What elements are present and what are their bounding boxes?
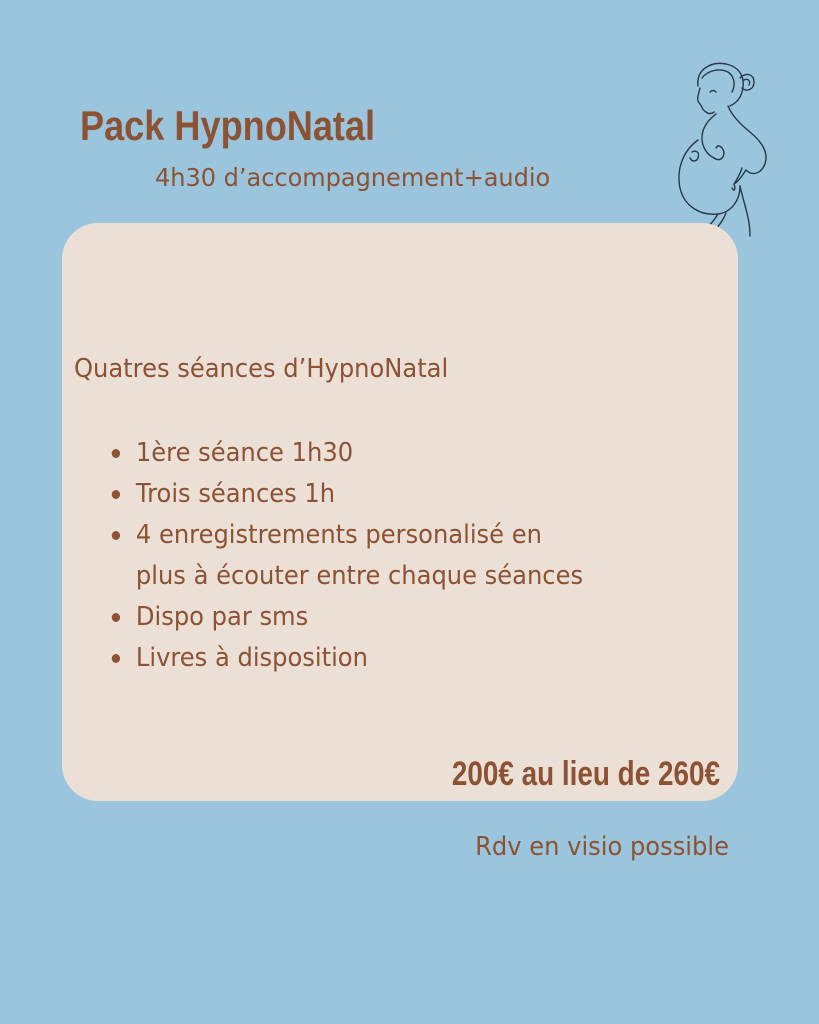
feature-item xyxy=(108,638,685,679)
feature-text: 1ère séance 1h30 xyxy=(135,438,354,468)
feature-text: Dispo par sms xyxy=(135,602,309,632)
feature-item xyxy=(108,433,685,474)
feature-text: plus à écouter entre chaque séances xyxy=(135,561,584,591)
bullet-icon xyxy=(112,613,120,622)
price-label: 200€ au lieu de 260€ xyxy=(451,755,720,793)
bullet-icon xyxy=(112,531,120,540)
feature-item xyxy=(108,474,685,515)
bullet-icon xyxy=(112,449,120,458)
feature-text: Livres à disposition xyxy=(135,643,368,673)
visio-note: Rdv en visio possible xyxy=(475,832,729,862)
card-heading: Quatres séances d’HypnoNatal xyxy=(74,354,449,384)
page-title: Pack HypnoNatal xyxy=(80,102,376,149)
feature-text: 4 enregistrements personalisé en xyxy=(135,520,542,550)
page-subtitle: 4h30 d’accompagnement+audio xyxy=(155,163,551,192)
feature-item xyxy=(108,597,685,638)
bullet-icon xyxy=(112,490,120,499)
feature-list xyxy=(108,433,728,679)
pack-details-card xyxy=(62,223,738,801)
feature-text: Trois séances 1h xyxy=(135,479,336,509)
bullet-icon xyxy=(112,654,120,663)
feature-item xyxy=(108,515,685,597)
